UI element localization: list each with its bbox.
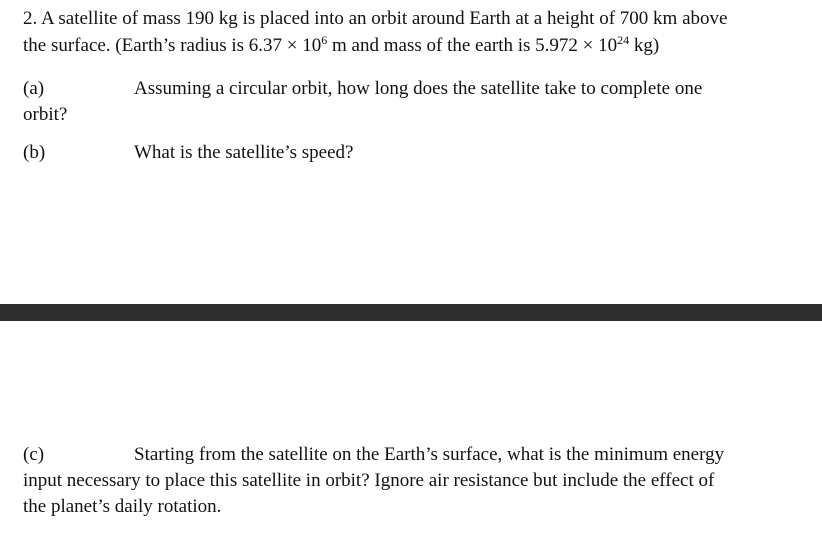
part-c-line-2: input necessary to place this satellite in orbit? Ignore air resistance but include the effect of: [23, 470, 715, 491]
problem-line-2-suffix: kg): [629, 35, 660, 56]
exponent-earth-radius: 6: [321, 33, 328, 47]
part-a-label: (a): [23, 78, 45, 99]
part-c-label: (c): [23, 444, 45, 465]
part-a-continuation: orbit?: [23, 104, 68, 125]
exponent-earth-mass: 24: [617, 33, 630, 47]
part-b-label: (b): [23, 142, 46, 163]
problem-line-2-middle: m and mass of the earth is 5.972 × 10: [327, 35, 618, 56]
part-b-question: What is the satellite’s speed?: [134, 142, 354, 163]
page-divider-bar: [0, 304, 822, 321]
part-a-question: Assuming a circular orbit, how long does the satellite take to complete one: [134, 78, 703, 99]
problem-line-1: 2. A satellite of mass 190 kg is placed into an orbit around Earth at a height of 700 km above: [23, 8, 728, 29]
problem-line-2-prefix: the surface. (Earth’s radius is 6.37 × 10: [23, 35, 322, 56]
part-c-question: Starting from the satellite on the Earth’s surface, what is the minimum energy: [134, 444, 725, 465]
problem-line-2: [23, 35, 659, 57]
part-c-line-3: the planet’s daily rotation.: [23, 496, 222, 517]
